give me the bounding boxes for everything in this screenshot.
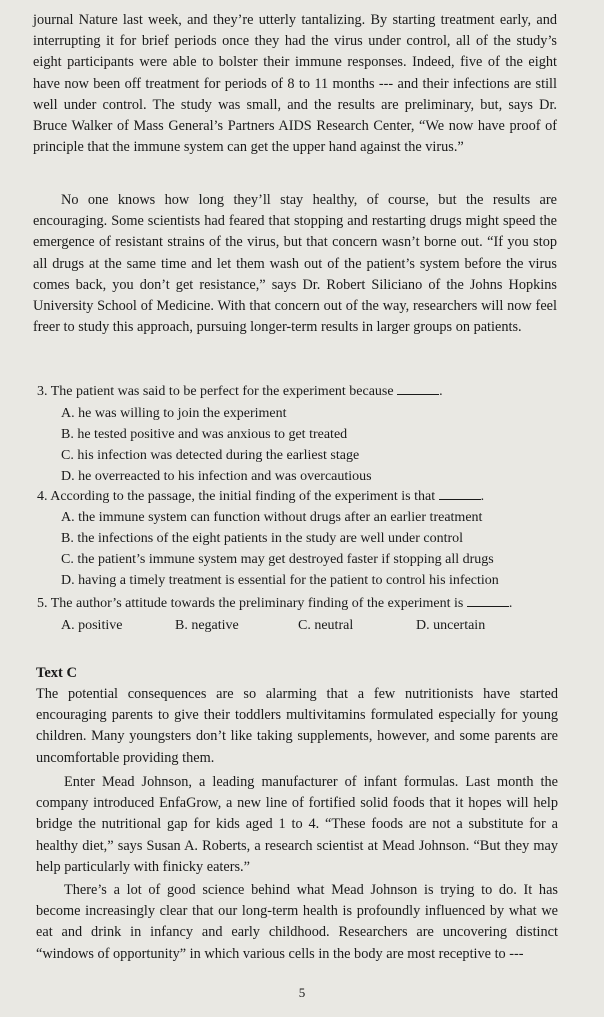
question-3-option-c: C. his infection was detected during the earliest stage — [61, 448, 360, 463]
question-4-option-d: D. having a timely treatment is essential for the patient to control his infection — [61, 573, 499, 588]
passage-paragraph-1: journal Nature last week, and they’re utterly tantalizing. By starting treatment early, and interrupting it for brief periods once they had the virus under control, all of the study’s eight participants were able to bolster their immune responses. Indeed, five of the eight have now been off treatment for periods of 8 to 11 months --- and their infections are still well under control. The study was small, and the results are preliminary, but, says Dr. Bruce Walker of Mass General’s Partners AIDS Research Center, “We now have proof of principle that the immune system can get the upper hand against the virus.” — [33, 12, 557, 156]
question-4-option-c: C. the patient’s immune system may get destroyed faster if stopping all drugs — [61, 552, 494, 567]
text-c-paragraph-3: There’s a lot of good science behind what Mead Johnson is trying to do. It has become increasingly clear that our long-term health is profoundly influenced by what we eat and drink in infancy and early childhood. Researchers are uncovering distinct “windows of opportunity” in which various cells in the body are most receptive to --- — [36, 882, 558, 962]
question-3-stem: 3. The patient was said to be perfect for the experiment because . — [37, 384, 443, 399]
question-5-option-a: A. positive — [61, 618, 123, 633]
text-c-paragraph-2: Enter Mead Johnson, a leading manufacturer of infant formulas. Last month the company introduced EnfaGrow, a new line of fortified solid foods that it hopes will help bridge the nutritional gap for kids aged 1 to 4. “These foods are not a substitute for a healthy diet,” says Susan A. Roberts, a research scientist at Mead Johnson. “But they may help particularly with finicky eaters.” — [36, 774, 558, 875]
question-3-option-b: B. he tested positive and was anxious to get treated — [61, 427, 348, 442]
question-4-option-b: B. the infections of the eight patients in the study are well under control — [61, 531, 464, 546]
question-4-option-a: A. the immune system can function without drugs after an earlier treatment — [61, 510, 483, 525]
question-5-option-c: C. neutral — [298, 618, 354, 633]
question-5-stem: 5. The author’s attitude towards the preliminary finding of the experiment is . — [37, 596, 513, 611]
question-5-option-b: B. negative — [175, 618, 239, 633]
question-3-option-a: A. he was willing to join the experiment — [61, 406, 287, 421]
question-5-option-d: D. uncertain — [416, 618, 486, 633]
question-4-stem: 4. According to the passage, the initial finding of the experiment is that . — [37, 489, 485, 504]
question-3-option-d: D. he overreacted to his infection and was overcautious — [61, 469, 372, 484]
text-c-paragraph-1: The potential consequences are so alarming that a few nutritionists have started encouraging parents to give their toddlers multivitamins formulated especially for young children. Many youngsters don’t like taking supplements, however, and some parents are uncomfortable providing them. — [36, 686, 558, 766]
passage-paragraph-2: No one knows how long they’ll stay healthy, of course, but the results are encouraging. Some scientists had feared that stopping and restarting drugs might speed the emergence of resistant strains of the virus, but that concern wasn’t borne out. “If you stop all drugs at the same time and let them wash out of the patient’s system before the virus comes back, you don’t get resistance,” says Dr. Robert Siliciano of the Johns Hopkins University School of Medicine. With that concern out of the way, researchers will now feel freer to study this approach, pursuing longer-term results in larger groups on patients. — [33, 192, 557, 336]
answer-blank — [467, 594, 509, 607]
answer-blank — [439, 487, 481, 500]
section-heading: Text C — [36, 665, 77, 681]
answer-blank — [397, 382, 439, 395]
page-number: 5 — [298, 985, 306, 1000]
